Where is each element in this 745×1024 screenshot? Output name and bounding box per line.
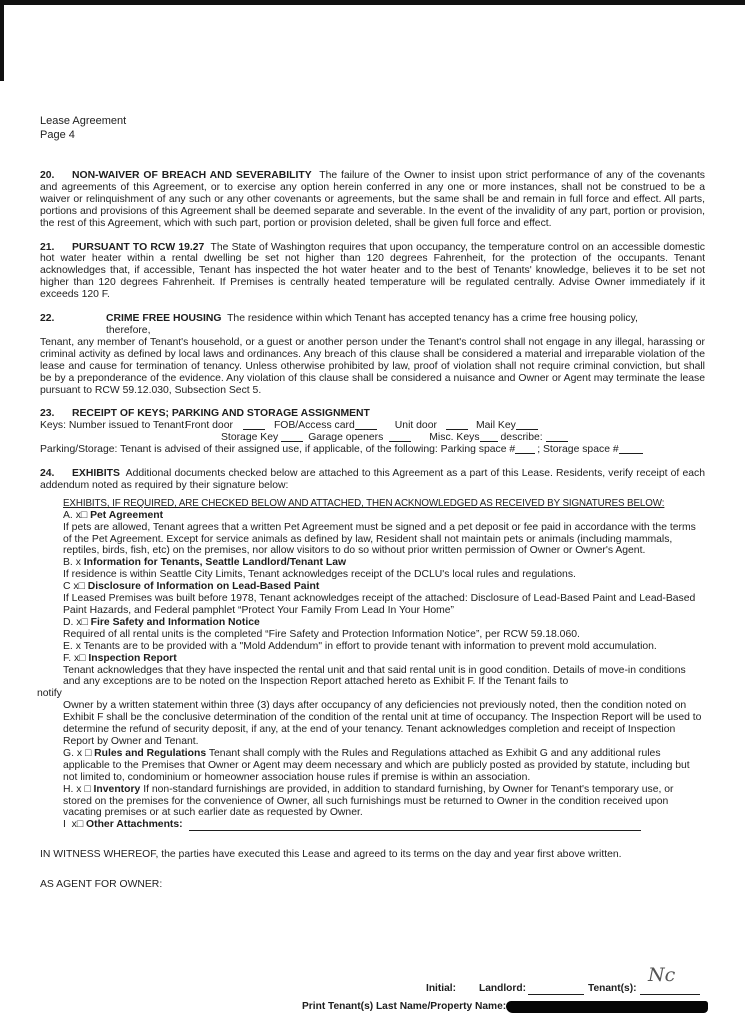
unit-door-label: Unit door [394,420,437,432]
misc-keys-field[interactable] [480,432,498,442]
initial-label: Initial: [426,983,456,994]
section-number: 24. [40,468,55,480]
front-door-label: Front door [185,420,233,432]
section-heading: NON-WAIVER OF BREACH AND SEVERABILITY [72,170,312,181]
witness-statement: IN WITNESS WHEREOF, the parties have executed this Lease and agreed to its terms on the day and year first above written. [40,849,622,861]
section-number: 21. [40,241,55,253]
agent-for-owner-label: AS AGENT FOR OWNER: [40,879,163,891]
keys-row-2 [40,432,705,444]
print-name-label: Print Tenant(s) Last Name/Property Name: [302,1001,507,1012]
exhibit-a-body: If pets are allowed, Tenant agrees that a written Pet Agreement must be signed and a pet deposit or fee paid in accordance with the terms of the Pet Agreement. Except for service animals as defined by law, Resident shall not maintain pets or animals (including mammals, reptiles, birds, fish, etc) on the premises, nor allow visitors to do so without prior written permission of Owner or Owner's Agent. [63,521,696,557]
exhibit-g-body: Tenant shall comply with the Rules and Regulations attached as Exhibit G and any additional rules applicable to the Premises that Owner or Agent may deem necessary and which are publicly posted as provided by statute, including but not limited to, condominium or homeowner association house rules if premise is within an association. [63,747,690,783]
exhibit-c-title: Disclosure of Information on Lead-Based Paint [87,581,320,593]
exhibit-f [63,653,705,665]
garage-field[interactable] [389,432,411,442]
keys-label: Keys: Number issued to Tenant: [40,420,188,432]
exhibit-c-checkbox[interactable]: C x□ [63,581,85,593]
exhibit-c-body: If Leased Premises was built before 1978, Tenant acknowledges receipt of the attached: Disclosure of Lead-Based Paint and Lead-Based Paint Hazards, and Federal pamphlet “Protect Your Family From Lead In Your Home” [63,593,696,616]
document-title: Lease Agreement [40,115,127,127]
storage-key-field[interactable] [281,432,303,442]
exhibits-heading: EXHIBITS, IF REQUIRED, ARE CHECKED BELOW AND ATTACHED, THEN ACKNOWLEDGED AS RECEIVED BY SIGNATURES BELOW: [63,497,665,509]
section-heading: EXHIBITS [72,468,120,480]
section-heading: PURSUANT TO RCW 19.27 [72,241,205,253]
exhibit-h-title: Inventory [93,783,141,795]
section-24 [40,468,705,492]
landlord-initial-field[interactable] [528,985,584,995]
page-number: Page 4 [40,129,75,141]
fob-field[interactable] [355,420,377,430]
exhibit-f-title: Inspection Report [88,652,177,664]
exhibit-b-title: Information for Tenants, Seattle Landlord/Tenant Law [83,557,347,569]
section-heading: RECEIPT OF KEYS; PARKING AND STORAGE ASSIGNMENT [72,408,370,420]
section-21 [40,242,705,302]
exhibit-h-body: If non-standard furnishings are provided, in addition to standard furnishing, by Owner for Tenant's temporary use, or stored on the premises for the convenience of Owner, all such furnishings must be returned to Owner in the condition received upon vacating premises or at such earlier date as requested by Owner. [63,783,674,819]
parking-label: Parking/Storage: Tenant is advised of their assigned use, if applicable, of the following: Parking space # [40,444,516,456]
exhibit-d-title: Fire Safety and Information Notice [90,616,260,628]
exhibit-g-checkbox[interactable]: G. x □ [63,747,92,759]
describe-label: describe: [500,432,543,444]
tenant-initials-handwritten: Nc [648,964,676,986]
exhibit-h-checkbox[interactable]: H. x □ [63,783,91,795]
exhibit-g-title: Rules and Regulations [94,747,207,759]
scan-left-border [0,0,4,81]
tenant-initial-field[interactable] [640,985,700,995]
parking-space-field[interactable] [515,444,535,454]
describe-field[interactable] [546,432,568,442]
exhibit-b-checkbox[interactable]: B. x [63,557,81,569]
exhibit-f-checkbox[interactable]: F. x□ [63,652,86,664]
tenant-initial-label: Tenant(s): [588,983,637,994]
unit-door-field[interactable] [446,420,468,430]
exhibits-list [63,498,705,689]
storage-space-label: ; Storage space # [537,444,619,456]
exhibit-g [63,748,705,784]
exhibit-b-body: If residence is within Seattle City Limits, Tenant acknowledges receipt of the DCLU's local rules and regulations. [63,569,576,581]
exhibit-i-title: Other Attachments: [86,819,183,831]
redacted-name [506,1001,708,1013]
parking-row [40,444,705,456]
exhibit-e: E. x Tenants are to be provided with a "Mold Addendum" in effort to provide tenant with information to prevent mold accumulation. [63,640,657,652]
section-body: Additional documents checked below are attached to this Agreement as a part of this Lease. Residents, verify receipt of each addendum noted as required by their signature below: [40,468,705,491]
section-22 [40,313,705,396]
front-door-field[interactable] [243,420,265,430]
section-intro-cont: therefore, [106,324,151,336]
exhibit-d [63,617,705,629]
storage-key-label: Storage Key [221,432,279,444]
exhibit-a-title: Pet Agreement [90,509,164,521]
mail-key-label: Mail Key [475,420,516,432]
section-20 [40,170,705,230]
section-body: The State of Washington requires that upon occupancy, the temperature control on an accessible domestic hot water heater within a rental dwelling be set not higher than 120 degrees Fahrenheit, for the protection of the occupants. Tenant acknowledges that, if accessible, Tenant has inspected the hot water heater and to the best of Tenants' knowledge, believes it to be set not higher than 120 degrees Fahrenheit. If Premises is centrally heated temperature will be regulated centrally. Advise Owner immediately if it exceeds 120 F. [40,241,705,301]
exhibit-f-body-1: Tenant acknowledges that they have inspected the rental unit and that said rental unit is in good condition. Details of move-in conditions and any exceptions are to be noted on the Inspection Report attached hereto as Exhibit F. If the Tenant fails to [63,664,686,688]
landlord-initial-label: Landlord: [479,983,526,994]
exhibit-f-body-2: Owner by a written statement within three (3) days after occupancy of any deficiencies not previously noted, then the condition noted on Exhibit F shall be the conclusive determination of the condition of the rental unit at time of occupancy. The Inspection Report will be used to determine the refund of security deposit, if any, at the end of your tenancy. Tenant acknowledges completion and receipt of Inspection Report by Owner and Tenant. [63,700,702,747]
exhibit-d-checkbox[interactable]: D. x□ [63,616,88,628]
exhibit-b [63,557,705,569]
garage-label: Garage openers [308,432,384,444]
exhibits-list-cont [63,700,705,831]
lease-page [37,114,705,891]
scan-top-border [0,0,745,5]
other-attachments-field[interactable] [189,821,641,831]
section-intro: The residence within which Tenant has accepted tenancy has a crime free housing policy, [227,313,638,325]
exhibit-a-checkbox[interactable]: A. x□ [63,509,88,521]
section-number: 23. [40,408,55,420]
section-23 [40,408,705,456]
exhibit-i [63,819,705,831]
section-number: 20. [40,170,55,181]
misc-keys-label: Misc. Keys [429,432,480,444]
exhibit-f-notify: notify [37,688,62,700]
section-heading: CRIME FREE HOUSING [106,313,222,325]
storage-space-field[interactable] [619,444,643,454]
keys-row-1 [40,420,705,432]
section-body: The failure of the Owner to insist upon strict performance of any of the covenants and agreements of this Agreement, or to exercise any option herein conferred in any one or more instances, shall not be construed to be a waiver or relinquishment of any such or any other covenants or agreements, but the same shall be and remain in full force and effect. All parts, portions and provisions of this Agreement shall be deemed separate and severable. In the event of the invalidity of any part, portion or provision, the rest of this Agreement, which with such part, portion or provision deleted, shall be given full force and effect. [40,170,705,229]
section-body: Tenant, any member of Tenant's household, or a guest or another person under the Tenant's control shall not engage in any illegal, harassing or criminal activity as defined by local laws and ordinances. Any breach of this clause shall be considered a material and irreparable violation of the lease and cause for termination of tenancy. Unless otherwise prohibited by law, proof of violation shall not require criminal conviction, but shall be by a preponderance of the evidence. Any violation of this clause shall be considered a nuisance and Owner or Agent may terminate the lease pursuant to RCW 59.12.030, Subsection Sect 5. [40,336,705,396]
exhibit-h [63,784,705,820]
exhibit-c [63,581,705,593]
fob-label: FOB/Access card [273,420,355,432]
exhibit-d-body: Required of all rental units is the completed “Fire Safety and Protection Information Notice”, per RCW 59.18.060. [63,628,580,640]
section-number: 22. [40,313,55,325]
exhibit-i-checkbox[interactable]: I x□ [63,819,84,831]
mail-key-field[interactable] [516,420,538,430]
exhibit-a [63,510,705,522]
